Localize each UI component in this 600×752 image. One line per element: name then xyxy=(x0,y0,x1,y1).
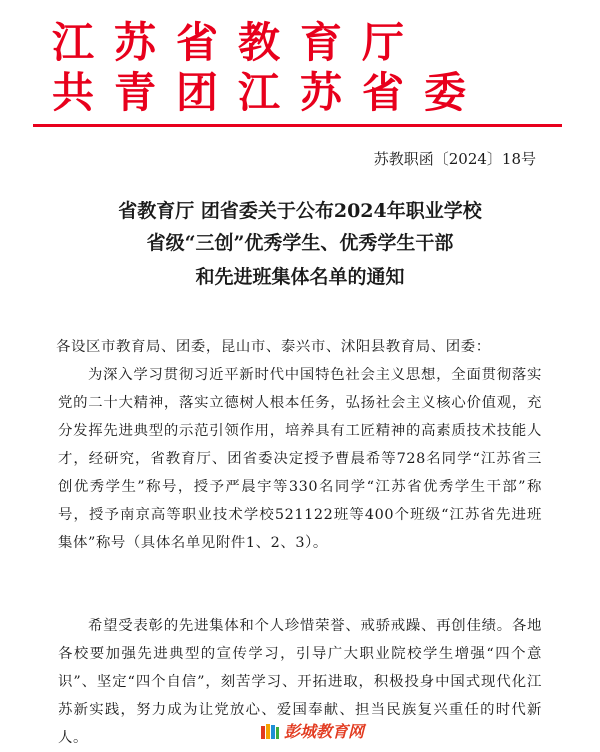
red-divider-rule xyxy=(33,124,562,127)
document-number: 苏教职函〔2024〕18号 xyxy=(373,150,536,168)
title-line-3: 和先进班集体名单的通知 xyxy=(195,266,405,288)
title-line-2: 省级“三创”优秀学生、优秀学生干部 xyxy=(146,232,454,254)
issuer-name-education-department: 江苏省教育厅 xyxy=(52,18,425,67)
watermark xyxy=(258,719,366,742)
issuer-name-youth-league: 共青团江苏省委 xyxy=(52,68,487,117)
body-paragraph-1: 为深入学习贯彻习近平新时代中国特色社会主义思想，全面贯彻落实党的二十大精神，落实立德树人根本任务，弘扬社会主义核心价值观，充分发挥先进典型的示范引领作用，培养具有工匠精神的高素质技术技能人才，经研究，省教育厅、团省委决定授予曹晨希等728名同学“江苏省三创优秀学生”称号，授予严晨宇等330名同学“江苏省优秀学生干部”称号，授予南京高等职业技术学校521122班等400个班级“江苏省先进班集体”称号（具体名单见附件1、2、3）。 xyxy=(58,367,542,551)
colored-books-logo-icon xyxy=(260,722,280,740)
watermark-text: 彭城教育网 xyxy=(284,722,365,741)
title-line-1: 省教育厅 团省委关于公布2024年职业学校 xyxy=(118,200,482,222)
body-paragraph-2: 希望受表彰的先进集体和个人珍惜荣誉、戒骄戒躁、再创佳绩。各地各校要加强先进典型的宣传学习，引导广大职业院校学生增强“四个意识”、坚定“四个自信”，刻苦学习、开拓进取，积极投身中国式现代化江苏新实践，努力成为让党放心、爱国奉献、担当民族复兴重任的时代新人。 xyxy=(58,618,542,746)
salutation: 各设区市教育局、团委，昆山市、泰兴市、沭阳县教育局、团委： xyxy=(56,339,491,355)
